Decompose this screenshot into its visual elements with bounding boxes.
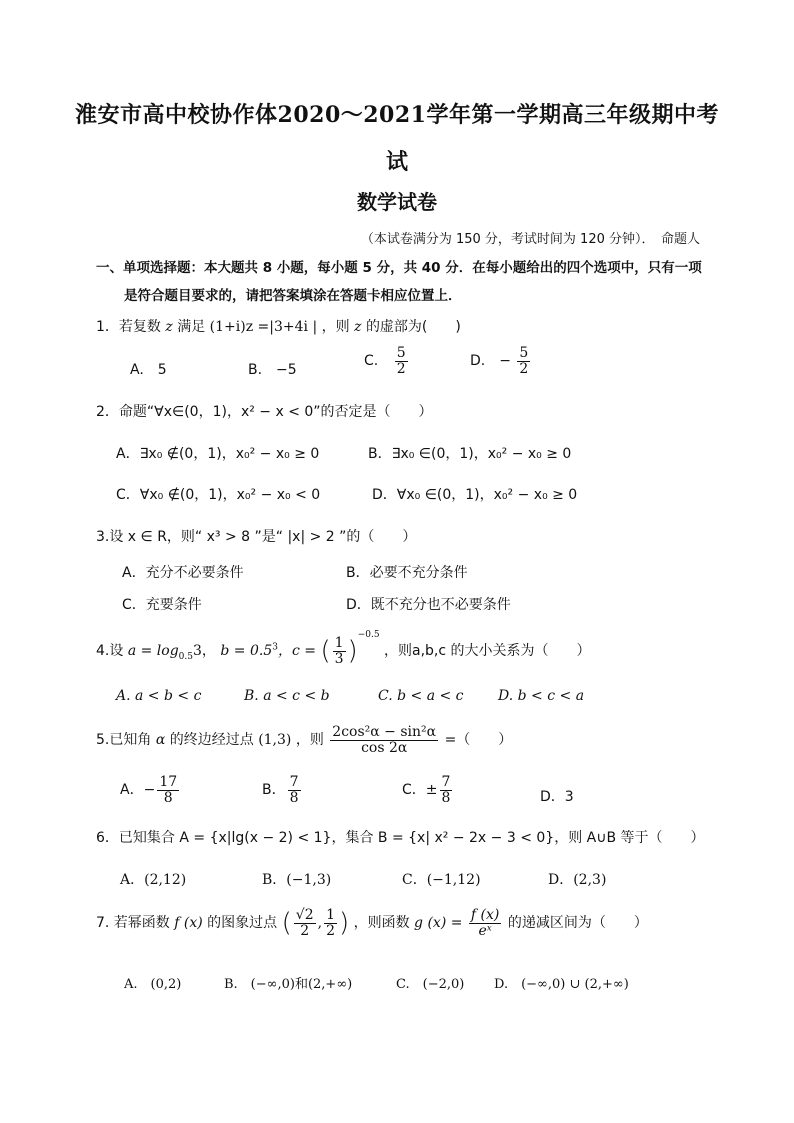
q7-option-b: B. (−∞,0)和(2,+∞) bbox=[224, 977, 353, 992]
q7-g-num: f (x) bbox=[470, 907, 500, 923]
q2-option-d: D．∀x₀ ∈(0，1)，x₀² − x₀ ≥ 0 bbox=[372, 487, 578, 503]
q4-pre: 4.设 bbox=[96, 643, 124, 659]
q1-d-frac bbox=[517, 346, 530, 376]
q1-option-c bbox=[364, 346, 410, 376]
q4-b-sup: 3 bbox=[272, 642, 278, 653]
q5-option-c bbox=[402, 775, 454, 805]
q4-post: ，则a,b,c 的大小关系为（ ） bbox=[384, 643, 591, 659]
q1-pre: 1．若复数 bbox=[96, 319, 161, 335]
question-2: 2．命题“∀x∈(0，1)，x² − x < 0”的否定是（ ） bbox=[96, 404, 433, 420]
q7-f: f (x) bbox=[174, 915, 203, 932]
q4-b: b = 0.5 bbox=[220, 643, 273, 659]
q4-a: a = log bbox=[127, 643, 179, 659]
exam-title-continued: 试 bbox=[385, 149, 408, 175]
q5-b-frac bbox=[288, 775, 301, 805]
q1-option-b: B. −5 bbox=[248, 362, 297, 378]
question-7 bbox=[96, 908, 648, 938]
q5-c-num: 7 bbox=[441, 774, 451, 790]
q5-b-num: 7 bbox=[289, 774, 299, 790]
q4-c-frac bbox=[333, 636, 346, 666]
section-heading bbox=[96, 254, 716, 310]
exam-subject: 数学试卷 bbox=[357, 190, 437, 214]
q4-a-post: 3， bbox=[193, 643, 216, 659]
q2-option-c: C．∀x₀ ∉(0，1)，x₀² − x₀ < 0 bbox=[116, 487, 321, 503]
q7-g: g (x) = bbox=[414, 915, 463, 932]
q3-option-c: C．充要条件 bbox=[122, 597, 202, 613]
q1-option-d bbox=[470, 346, 532, 376]
q3-option-d: D．既不充分也不必要条件 bbox=[346, 597, 511, 613]
q1-post: ，则 bbox=[321, 319, 350, 335]
question-3: 3.设 x ∈ R，则“ x³ > 8 ”是“ |x| > 2 ”的（ ） bbox=[96, 529, 417, 545]
q5-post: =（ ） bbox=[444, 732, 513, 749]
section-line-1: 一、单项选择题：本大题共 8 小题，每小题 5 分，共 40 分．在每小题给出的四个选项中，只有一项 bbox=[96, 260, 702, 276]
q5-a-num: 17 bbox=[159, 774, 178, 790]
q6-option-c: C．(−1,12) bbox=[402, 872, 481, 888]
q1-d-label: D. − bbox=[470, 353, 511, 370]
q7-mid2: ，则函数 bbox=[353, 915, 410, 932]
q4-c-den: 3 bbox=[334, 650, 344, 667]
q5-frac bbox=[330, 725, 438, 755]
q1-z: z bbox=[165, 319, 173, 335]
q1-post2: 的虚部为( ) bbox=[365, 319, 461, 335]
q1-d-num: 5 bbox=[519, 345, 529, 361]
q5-c-den: 8 bbox=[441, 789, 451, 806]
q7-p2-frac bbox=[324, 908, 337, 938]
q7-post: 的递减区间为（ ） bbox=[507, 915, 648, 932]
q4-paren-right: ) bbox=[347, 636, 358, 666]
q5-point: (1,3) bbox=[258, 732, 292, 749]
q1-option-a: A. 5 bbox=[130, 362, 167, 378]
q5-option-b bbox=[262, 775, 303, 805]
q7-pre: 7. 若幂函数 bbox=[96, 915, 170, 932]
q7-option-d: D. (−∞,0) ∪ (2,+∞) bbox=[494, 977, 629, 992]
q7-p2-den: 2 bbox=[326, 922, 335, 939]
q4-option-a: A. a < b < c bbox=[116, 688, 202, 704]
q1-c-num: 5 bbox=[396, 345, 406, 361]
q7-option-c: C. (−2,0) bbox=[396, 977, 465, 992]
q1-c-frac bbox=[395, 346, 408, 376]
q4-paren-left: ( bbox=[320, 636, 331, 666]
q5-option-a bbox=[120, 775, 181, 805]
q5-c-frac bbox=[440, 775, 453, 805]
q5-then: ，则 bbox=[295, 732, 324, 749]
q4-option-c: C. b < a < c bbox=[378, 688, 464, 704]
q4-option-d: D. b < c < a bbox=[498, 688, 585, 704]
q7-paren-right: ) bbox=[338, 908, 350, 939]
q5-num: 2cos²α − sin²α bbox=[332, 724, 437, 740]
q7-g-den: eˣ bbox=[478, 922, 492, 939]
q5-mid: 的终边经过点 bbox=[169, 732, 254, 749]
q7-p1-den: 2 bbox=[300, 922, 310, 939]
q7-p1-num: √2 bbox=[295, 907, 314, 923]
q5-c-pre: C．± bbox=[402, 782, 438, 799]
q5-a-den: 8 bbox=[163, 789, 173, 806]
q2-option-a: A．∃x₀ ∉(0，1)，x₀² − x₀ ≥ 0 bbox=[116, 446, 320, 462]
q7-p1-frac bbox=[294, 908, 316, 938]
q6-option-a: A．(2,12) bbox=[120, 872, 187, 888]
exam-title: 淮安市高中校协作体2020～2021学年第一学期高三年级期中考 bbox=[75, 102, 719, 128]
q4-c-sup: −0.5 bbox=[357, 630, 380, 640]
q1-expr: (1+i)z =|3+4i | bbox=[209, 319, 318, 335]
section-line-2: 是符合题目要求的，请把答案填涂在答题卡相应位置上． bbox=[124, 288, 462, 304]
q7-comma: , bbox=[317, 915, 323, 932]
q5-b-pre: B． bbox=[262, 782, 286, 799]
q5-a-frac bbox=[157, 775, 179, 805]
question-6: 6．已知集合 A = {x|lg(x − 2) < 1}，集合 B = {x| x² − 2x − 3 < 0}，则 A∪B 等于（ ） bbox=[96, 830, 705, 846]
q4-option-b: B. a < c < b bbox=[244, 688, 330, 704]
q6-option-d: D．(2,3) bbox=[548, 872, 607, 888]
q1-mid: 满足 bbox=[177, 319, 206, 335]
q3-option-a: A．充分不必要条件 bbox=[122, 565, 244, 581]
q3-option-b: B．必要不充分条件 bbox=[346, 565, 468, 581]
q1-z2: z bbox=[354, 319, 362, 335]
q4-a-sub: 0.5 bbox=[178, 651, 193, 662]
q5-a-pre: A．− bbox=[120, 782, 156, 799]
q7-p2-num: 1 bbox=[326, 907, 335, 923]
q1-c-den: 2 bbox=[396, 360, 406, 377]
question-1 bbox=[96, 316, 461, 336]
q4-c-num: 1 bbox=[334, 634, 344, 651]
question-5 bbox=[96, 725, 512, 755]
question-4 bbox=[96, 630, 591, 666]
q6-option-b: B．(−1,3) bbox=[262, 872, 332, 888]
q5-b-den: 8 bbox=[289, 789, 299, 806]
q7-g-frac bbox=[469, 908, 501, 938]
exam-note: （本试卷满分为 150 分，考试时间为 120 分钟）． 命题人 bbox=[360, 232, 700, 247]
q5-den: cos 2α bbox=[361, 739, 408, 756]
q4-c: ，c = bbox=[277, 643, 316, 659]
q7-mid: 的图象过点 bbox=[207, 915, 278, 932]
q1-d-den: 2 bbox=[519, 360, 529, 377]
q7-paren-left: ( bbox=[281, 908, 292, 939]
q7-option-a: A. (0,2) bbox=[124, 977, 182, 992]
q5-pre: 5.已知角 bbox=[96, 732, 152, 749]
q1-c-label: C. bbox=[364, 353, 379, 370]
q2-option-b: B．∃x₀ ∈(0，1)，x₀² − x₀ ≥ 0 bbox=[368, 446, 572, 462]
q5-option-d: D．3 bbox=[540, 789, 574, 805]
q5-alpha: α bbox=[155, 732, 166, 749]
